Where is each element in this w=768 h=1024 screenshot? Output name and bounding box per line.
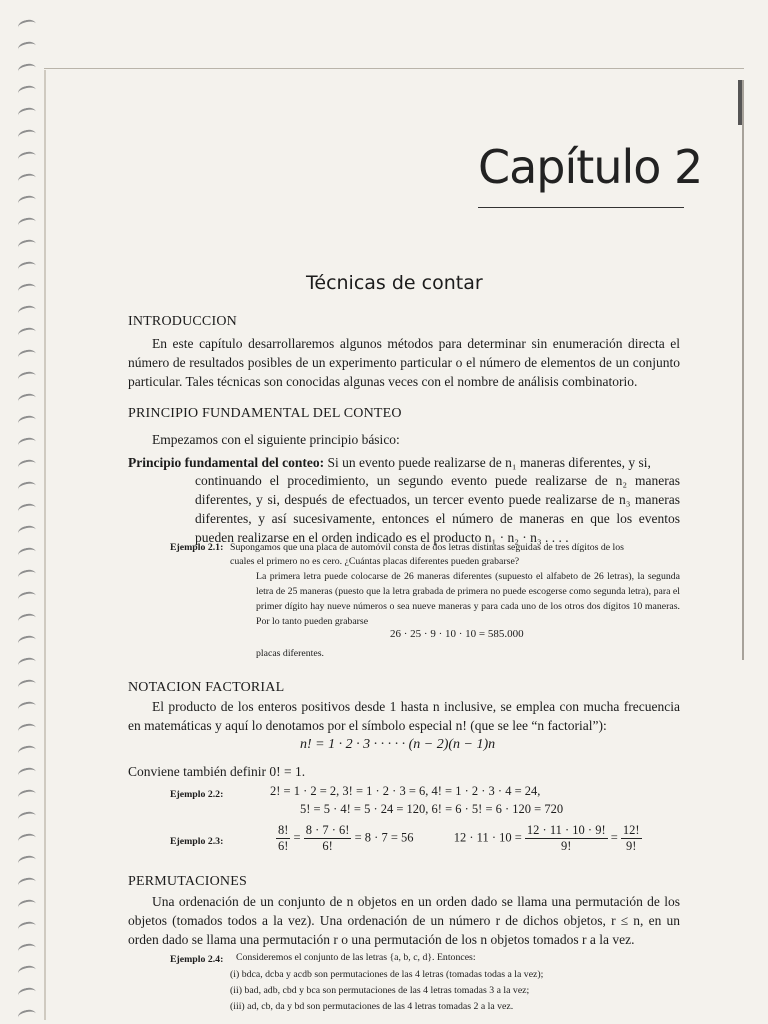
spiral-hook bbox=[17, 282, 37, 297]
spiral-hook bbox=[17, 788, 37, 803]
example-2-2-label: Ejemplo 2.2: bbox=[170, 789, 224, 800]
spiral-hook bbox=[17, 832, 37, 847]
spiral-hook bbox=[17, 964, 37, 979]
spiral-hook bbox=[17, 678, 37, 693]
fraction-numerator: 12! bbox=[622, 823, 640, 837]
fraction-8-over-6 bbox=[276, 823, 290, 854]
example-2-3-result: = 8 · 7 = 56 bbox=[354, 830, 414, 845]
example-2-2-line2: 5! = 5 · 4! = 5 · 24 = 120, 6! = 6 · 5! = 6 · 120 = 720 bbox=[300, 802, 564, 816]
example-2-1-formula: 26 · 25 · 9 · 10 · 10 = 585.000 bbox=[390, 628, 524, 640]
fraction-numerator: 12 · 11 · 10 · 9! bbox=[526, 823, 606, 837]
example-2-4-item-1: (i) bdca, dcba y acdb son permutaciones de las 4 letras (tomadas todas a la vez); bbox=[230, 969, 544, 980]
example-2-1-line1: Supongamos que una placa de automóvil consta de dos letras distintas seguidas de tres dígitos de los bbox=[230, 542, 624, 553]
spiral-hook bbox=[17, 876, 37, 891]
spiral-binding bbox=[0, 0, 40, 1024]
intro-heading: INTRODUCCION bbox=[128, 314, 237, 329]
example-2-4-label: Ejemplo 2.4: bbox=[170, 954, 224, 965]
spiral-hook bbox=[17, 524, 37, 539]
spiral-hook bbox=[17, 304, 37, 319]
principio-term: Principio fundamental del conteo: bbox=[128, 455, 325, 470]
spiral-hook bbox=[17, 854, 37, 869]
principio-first-text: Si un evento puede realizarse de n₁ maneras diferentes, y si, bbox=[327, 455, 651, 470]
fraction-numerator: 8 · 7 · 6! bbox=[305, 823, 350, 837]
spiral-hook bbox=[17, 392, 37, 407]
equals-sign: = bbox=[293, 830, 301, 845]
spiral-hook bbox=[17, 810, 37, 825]
example-2-4-intro: Consideremos el conjunto de las letras {a, b, c, d}. Entonces: bbox=[236, 952, 476, 963]
fraction-denominator: 9! bbox=[626, 839, 637, 853]
example-2-3-label: Ejemplo 2.3: bbox=[170, 836, 224, 847]
spiral-hook bbox=[17, 590, 37, 605]
spiral-hook bbox=[17, 634, 37, 649]
factorial-paragraph: El producto de los enteros positivos desde 1 hasta n inclusive, se emplea con mucha frecuencia en matemáticas y aquí lo denotamos por el símbolo especial n! (que se lee “n factorial”): bbox=[128, 699, 680, 733]
example-2-2-line1: 2! = 1 · 2 = 2, 3! = 1 · 2 · 3 = 6, 4! = 1 · 2 · 3 · 4 = 24, bbox=[270, 784, 541, 798]
spiral-hook bbox=[17, 744, 37, 759]
principio-heading: PRINCIPIO FUNDAMENTAL DEL CONTEO bbox=[128, 406, 402, 421]
spiral-hook bbox=[17, 920, 37, 935]
example-2-1-body: La primera letra puede colocarse de 26 maneras diferentes (supuesto el alfabeto de 26 letras), la segunda letra de 25 maneras (puesto que la letra grabada de primera no puede escogerse como segunda letra), para el primer dígito hay nueve números o sea nueve maneras y para cada uno de los otros dos dígitos 10 maneras. Por lo tanto pueden grabarse bbox=[256, 571, 680, 627]
permutaciones-heading: PERMUTACIONES bbox=[128, 874, 247, 889]
example-2-4-item-2: (ii) bad, adb, cbd y bca son permutaciones de las 4 letras tomadas 3 a la vez; bbox=[230, 985, 530, 996]
intro-paragraph: En este capítulo desarrollaremos algunos métodos para determinar sin enumeración directa el número de resultados posibles de un experimento particular o el número de elementos de un conjunto particular. Tales técnicas son conocidas algunas veces con el nombre de análisis combinatorio. bbox=[128, 336, 680, 389]
spiral-hook bbox=[17, 106, 37, 121]
example-2-1-line2: cuales el primero no es cero. ¿Cuántas placas diferentes pueden grabarse? bbox=[230, 556, 520, 567]
page-top-edge bbox=[44, 68, 744, 69]
spiral-hook bbox=[17, 216, 37, 231]
spiral-hook bbox=[17, 260, 37, 275]
fraction-denominator: 6! bbox=[278, 839, 289, 853]
spiral-hook bbox=[17, 1008, 37, 1023]
spiral-hook bbox=[17, 568, 37, 583]
factorial-formula: n! = 1 · 2 · 3 · · · · · (n − 2)(n − 1)n bbox=[300, 737, 496, 752]
spiral-hook bbox=[17, 84, 37, 99]
page-right-edge bbox=[742, 80, 744, 660]
spiral-hook bbox=[17, 172, 37, 187]
example-2-3-product: 12 · 11 · 10 = bbox=[453, 830, 522, 845]
spiral-hook bbox=[17, 942, 37, 957]
equals-sign: = bbox=[610, 830, 618, 845]
example-2-4-item-3: (iii) ad, cb, da y bd son permutaciones de las 4 letras tomadas 2 a la vez. bbox=[230, 1001, 514, 1012]
spiral-hook bbox=[17, 722, 37, 737]
example-2-1-tail: placas diferentes. bbox=[256, 648, 324, 659]
spiral-hook bbox=[17, 766, 37, 781]
factorial-heading: NOTACION FACTORIAL bbox=[128, 680, 285, 695]
spiral-hook bbox=[17, 18, 37, 33]
spiral-hook bbox=[17, 480, 37, 495]
factorial-zero: Conviene también definir 0! = 1. bbox=[128, 764, 306, 779]
spiral-hook bbox=[17, 128, 37, 143]
spiral-hook bbox=[17, 502, 37, 517]
page-left-edge bbox=[44, 70, 46, 1020]
spiral-hook bbox=[17, 62, 37, 77]
spiral-hook bbox=[17, 436, 37, 451]
fraction-12119-over-9 bbox=[525, 823, 608, 854]
spiral-hook bbox=[17, 546, 37, 561]
spiral-hook bbox=[17, 612, 37, 627]
fraction-denominator: 6! bbox=[322, 839, 333, 853]
fraction-denominator: 9! bbox=[561, 839, 572, 853]
example-2-3-equation bbox=[276, 823, 642, 854]
spiral-hook bbox=[17, 700, 37, 715]
principio-lead: Empezamos con el siguiente principio básico: bbox=[152, 432, 400, 447]
chapter-title-rule bbox=[478, 207, 684, 208]
principio-statement: continuando el procedimiento, un segundo evento puede realizarse de n₂ maneras diferentes, y si, después de efectuados, un tercer evento puede realizarse de n₃ maneras diferentes, y así sucesivamente, entonces el número de maneras en que los eventos pueden realizarse en el orden indicado es el producto n₁ · n₂ · n₃ . . . . bbox=[195, 473, 680, 545]
chapter-title: Capítulo 2 bbox=[478, 140, 703, 194]
spiral-hook bbox=[17, 458, 37, 473]
spiral-hook bbox=[17, 898, 37, 913]
spiral-hook bbox=[17, 238, 37, 253]
fraction-numerator: 8! bbox=[278, 823, 289, 837]
spiral-hook bbox=[17, 370, 37, 385]
fraction-12-over-9 bbox=[621, 823, 642, 854]
spiral-hook bbox=[17, 414, 37, 429]
spiral-hook bbox=[17, 326, 37, 341]
spiral-hook bbox=[17, 150, 37, 165]
permutaciones-paragraph: Una ordenación de un conjunto de n objetos en un orden dado se llama una permutación de los objetos (tomados todos a la vez). Una ordenación de un número r de dichos objetos, r ≤ n, en un orden dado se llama una permutación r o una permutación de los n objetos tomados r a la vez. bbox=[128, 894, 680, 947]
spiral-hook bbox=[17, 656, 37, 671]
chapter-subtitle: Técnicas de contar bbox=[306, 272, 483, 294]
spiral-hook bbox=[17, 194, 37, 209]
spiral-hook bbox=[17, 40, 37, 55]
principio-first-line bbox=[128, 453, 680, 472]
example-2-1-label: Ejemplo 2.1: bbox=[170, 542, 224, 553]
spiral-hook bbox=[17, 986, 37, 1001]
spiral-hook bbox=[17, 348, 37, 363]
fraction-876-over-6 bbox=[304, 823, 352, 854]
